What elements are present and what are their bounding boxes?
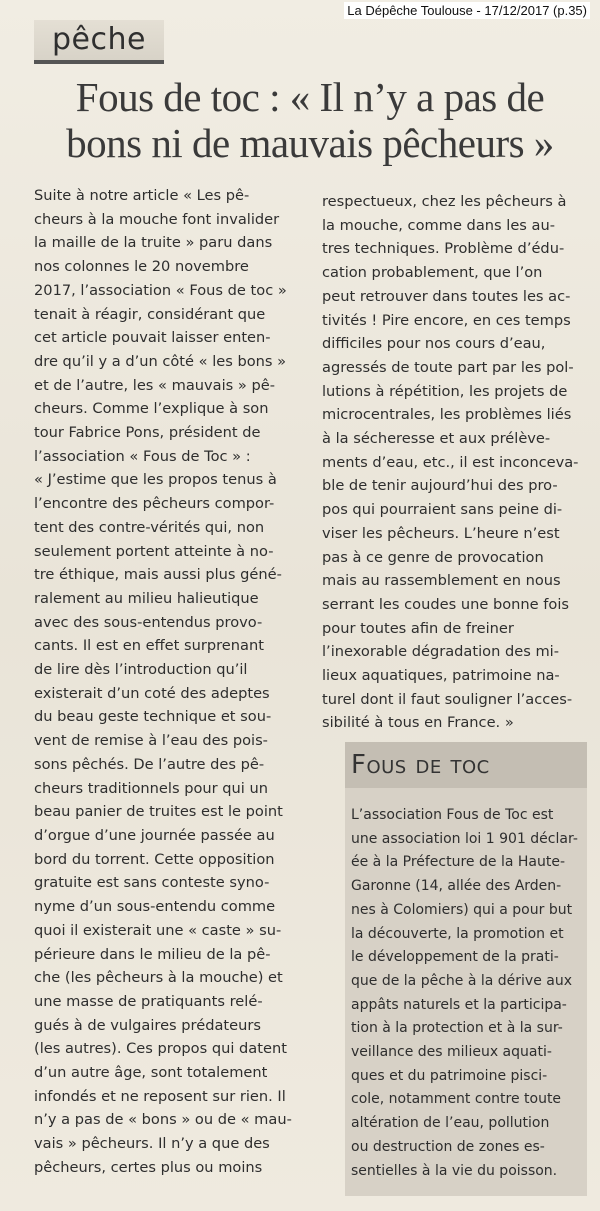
text-line: tour Fabrice Pons, président de bbox=[34, 424, 261, 442]
text-line: mais au rassemblement en nous bbox=[322, 572, 561, 590]
text-line: le développement de la prati- bbox=[351, 949, 559, 966]
text-line: lieux aquatiques, patrimoine na- bbox=[322, 667, 560, 685]
text-line: la découverte, la promotion et bbox=[351, 925, 564, 942]
text-line: une masse de pratiquants relé- bbox=[34, 992, 263, 1010]
text-line: cants. Il est en effet surprenant bbox=[34, 637, 264, 655]
text-line: tre éthique, mais aussi plus géné- bbox=[34, 566, 282, 584]
text-line: n’y a pas de « bons » ou de « mau- bbox=[34, 1111, 292, 1129]
text-line: sentielles à la vie du poisson. bbox=[351, 1162, 558, 1179]
text-line: nes à Colomiers) qui a pour but bbox=[351, 901, 573, 918]
text-line: Suite à notre article « Les pê- bbox=[34, 187, 250, 204]
text-line: de lire dès l’introduction qu’il bbox=[34, 661, 248, 679]
text-line: tivités ! Pire encore, en ces temps bbox=[322, 311, 571, 329]
text-line: tent des contre-vérités qui, non bbox=[34, 518, 265, 536]
text-line: cheurs à la mouche font invalider bbox=[34, 210, 280, 228]
text-line: gratuite est sans conteste syno- bbox=[34, 874, 270, 892]
headline-line: Fous de toc : « Il n’y a pas de bbox=[75, 74, 545, 120]
text-line: cheurs traditionnels pour qui un bbox=[34, 779, 268, 797]
article-column-right bbox=[322, 190, 586, 735]
text-line: ble de tenir aujourd’hui des pro- bbox=[322, 477, 558, 495]
text-line: l’association « Fous de Toc » : bbox=[34, 447, 251, 465]
text-line: avec des sous-entendus provo- bbox=[34, 613, 263, 631]
text-line: à la sécheresse et aux prélève- bbox=[322, 430, 551, 448]
text-line: (les autres). Ces propos qui datent bbox=[34, 1040, 287, 1058]
text-line: d’orgue d’une journée passée au bbox=[34, 826, 275, 844]
text-line: viser les pêcheurs. L’heure n’est bbox=[322, 524, 560, 542]
article-headline bbox=[30, 74, 590, 166]
text-line: dre qu’il y a d’un côté « les bons » bbox=[34, 352, 287, 370]
text-line: agressés de toute part par les pol- bbox=[322, 358, 574, 376]
text-line: sons pêchés. De l’autre des pê- bbox=[34, 755, 265, 773]
text-line: une association loi 1 901 déclar- bbox=[351, 830, 578, 847]
text-line: la mouche, comme dans les au- bbox=[322, 216, 555, 234]
text-line: et de l’autre, les « mauvais » pê- bbox=[34, 376, 275, 394]
text-line: microcentrales, les problèmes liés bbox=[322, 406, 572, 424]
text-line: beau panier de truites est le point bbox=[34, 803, 283, 821]
headline-line: bons ni de mauvais pêcheurs » bbox=[66, 120, 554, 166]
text-line: 2017, l’association « Fous de toc » bbox=[34, 281, 287, 299]
text-line: vais » pêcheurs. Il n’y a que des bbox=[34, 1135, 270, 1153]
text-line: tres techniques. Problème d’édu- bbox=[322, 240, 565, 258]
text-line: pour toutes afin de freiner bbox=[322, 619, 514, 637]
text-line: L’association Fous de Toc est bbox=[351, 807, 554, 823]
text-line: cet article pouvait laisser enten- bbox=[34, 329, 271, 347]
text-line: pas à ce genre de provocation bbox=[322, 548, 544, 566]
text-line: seulement portent atteinte à no- bbox=[34, 542, 274, 560]
text-line: cheurs. Comme l’explique à son bbox=[34, 400, 269, 418]
text-line: la maille de la truite » paru dans bbox=[34, 234, 273, 252]
info-box-header bbox=[345, 742, 587, 788]
text-line: che (les pêcheurs à la mouche) et bbox=[34, 969, 283, 987]
text-line: pos qui pourraient sans peine di- bbox=[322, 501, 563, 519]
text-line: périeure dans le milieu de la pê- bbox=[34, 945, 271, 963]
text-line: altération de l’eau, pollution bbox=[351, 1115, 550, 1132]
text-line: gués à de vulgaires prédateurs bbox=[34, 1016, 261, 1034]
text-line: lutions à répétition, les projets de bbox=[322, 382, 568, 400]
text-line: cation probablement, que l’on bbox=[322, 264, 543, 282]
text-line: appâts naturels et la participa- bbox=[351, 996, 567, 1013]
text-line: d’un autre âge, sont totalement bbox=[34, 1064, 268, 1082]
info-box bbox=[345, 742, 587, 1196]
text-line: tion à la protection et à la sur- bbox=[351, 1020, 563, 1037]
text-line: veillance des milieux aquati- bbox=[351, 1044, 552, 1061]
text-line: bord du torrent. Cette opposition bbox=[34, 850, 275, 868]
info-box-body bbox=[351, 804, 587, 1183]
text-line: vent de remise à l’eau des pois- bbox=[34, 732, 268, 750]
text-line: nyme d’un sous-entendu comme bbox=[34, 898, 276, 916]
text-line: cole, notamment contre toute bbox=[351, 1091, 562, 1108]
text-line: nos colonnes le 20 novembre bbox=[34, 258, 249, 276]
text-line: sibilité à tous en France. » bbox=[322, 714, 514, 732]
text-line: ée à la Préfecture de la Haute- bbox=[351, 854, 565, 871]
text-line: du beau geste technique et sou- bbox=[34, 708, 272, 726]
text-line: peut retrouver dans toutes les ac- bbox=[322, 287, 571, 305]
text-line: serrant les coudes une bonne fois bbox=[322, 595, 569, 613]
text-line: difficiles pour nos cours d’eau, bbox=[322, 335, 546, 353]
text-line: respectueux, chez les pêcheurs à bbox=[322, 193, 567, 210]
text-line: l’encontre des pêcheurs compor- bbox=[34, 495, 275, 513]
text-line: ques et du patrimoine pisci- bbox=[351, 1067, 548, 1084]
text-line: quoi il existerait une « caste » su- bbox=[34, 921, 282, 939]
text-line: existerait d’un coté des adeptes bbox=[34, 684, 270, 702]
article-column-left bbox=[34, 184, 302, 1180]
text-line: l’inexorable dégradation des mi- bbox=[322, 643, 559, 661]
info-box-title: Fous de toc bbox=[351, 750, 490, 780]
rubric-label: pêche bbox=[52, 22, 146, 57]
section-rubric bbox=[34, 20, 164, 64]
text-line: infondés et ne reposent sur rien. Il bbox=[34, 1087, 286, 1105]
text-line: turel dont il faut souligner l’acces- bbox=[322, 690, 573, 708]
text-line: tenait à réagir, considérant que bbox=[34, 305, 266, 323]
text-line: ou destruction de zones es- bbox=[351, 1138, 545, 1155]
text-line: ments d’eau, etc., il est inconceva- bbox=[322, 453, 579, 471]
source-label: La Dépêche Toulouse - 17/12/2017 (p.35) bbox=[344, 2, 590, 19]
text-line: que de la pêche à la dérive aux bbox=[351, 972, 573, 989]
text-line: ralement au milieu halieutique bbox=[34, 589, 259, 607]
text-line: Garonne (14, allée des Arden- bbox=[351, 878, 562, 895]
text-line: pêcheurs, certes plus ou moins bbox=[34, 1158, 263, 1176]
text-line: « J’estime que les propos tenus à bbox=[34, 471, 277, 489]
